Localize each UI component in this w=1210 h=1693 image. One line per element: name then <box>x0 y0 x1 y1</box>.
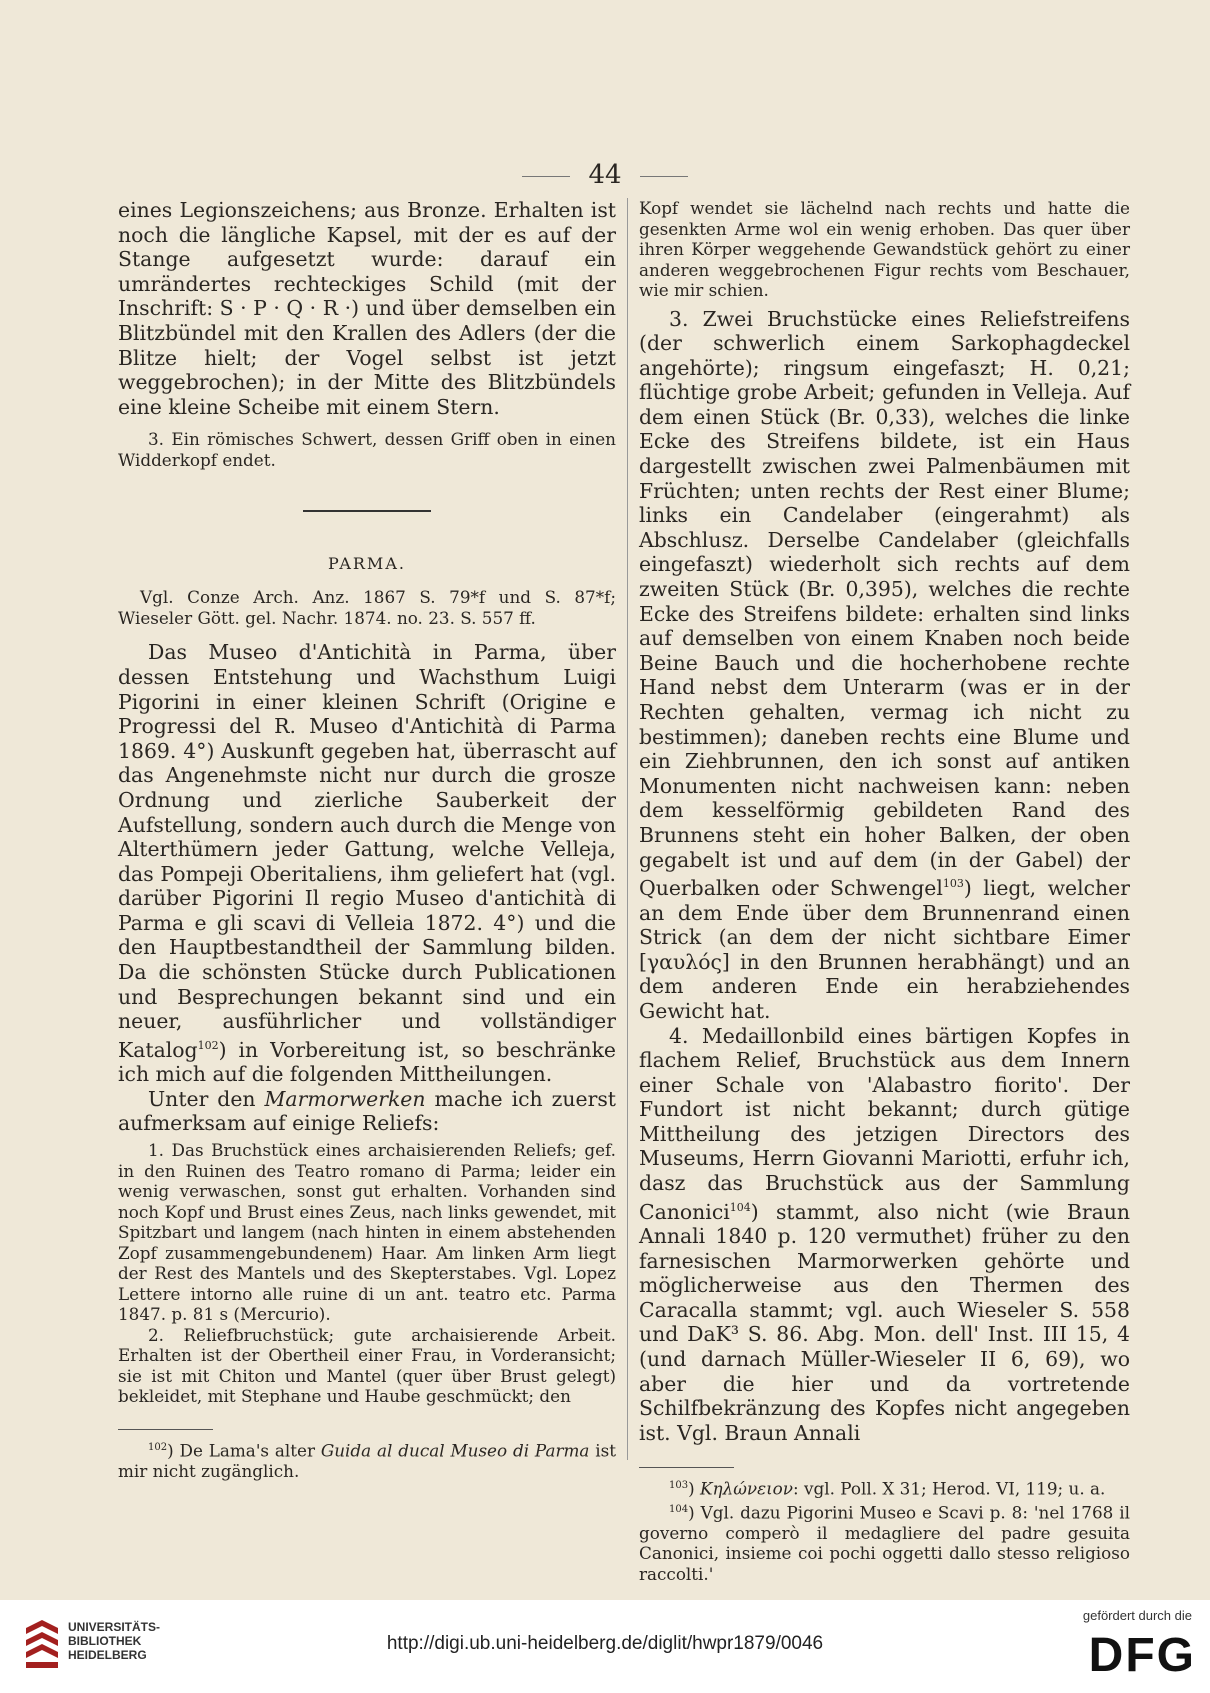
footnote-ref-103: 103 <box>942 877 964 891</box>
library-name: UNIVERSITÄTS- BIBLIOTHEK HEIDELBERG <box>68 1620 161 1662</box>
dfg-logo: DFG <box>1088 1629 1196 1682</box>
footnote-104: $^{104}$) Vgl. dazu Pigorini Museo e Scavi p. 8: 'nel 1768 il governo comperò il medagliere del padre gesuita Canonici, insieme coi pochi oggetti dallo stesso religioso raccolti.' <box>639 1502 1130 1584</box>
item-medallion-4: 4. Medaillonbild eines bärtigen Kopfes in flachem Relief, Bruchstück aus dem Innern einer Schale von 'Alabastro fiorito'. Der Fundort ist nicht bekannt; durch gütige Mittheilung des jetzigen Directors des Museums, Herrn Giovanni Mariotti, erfuhr ich, dasz das Bruchstück aus der Sammlung Canonici$^{104}$) stammt, also nicht (wie Braun Annali 1840 p. 120 vermuthet) früher zu den farnesischen Marmorwerken gehörte und möglicherweise aus den Thermen des Caracalla stammt; vgl. auch Wieseler S. 558 und DaK³ S. 86. Abg. Mon. dell' Inst. III 15, 4 (und darnach Müller-Wieseler II 6, 69), wo aber die hier und da vortretende Schilfbekränzung des Kopfes nicht angegeben ist. Vgl. Braun Annali <box>639 1023 1130 1445</box>
right-column <box>639 198 1130 1584</box>
footnote-102: $^{102}$) De Lama's alter Guida al ducal Museo di Parma ist mir nicht zugänglich. <box>118 1440 616 1481</box>
footnote-103: $^{103}$) Κηλώνειον: vgl. Poll. X 31; Herod. VI, 119; u. a. <box>669 1479 1106 1499</box>
footnote-rule <box>118 1429 213 1430</box>
section-divider <box>303 510 431 512</box>
column-divider <box>627 198 628 1460</box>
footnote-ref-102: 102 <box>197 1038 219 1052</box>
footer-bar <box>0 1600 1210 1693</box>
paragraph-continued: Kopf wendet sie lächelnd nach rechts und hatte die gesenkten Arme wol ein wenig erhoben. Das quer über ihren Körper weggehende Gewandstück gehört zu einer anderen weggebrochenen Figur rechts vom Beschauer, wie mir schien. <box>639 198 1130 300</box>
item-relief-1: 1. Das Bruchstück eines archaisierenden Reliefs; gef. in den Ruinen des Teatro romano di Parma; leider ein wenig verwaschen, sonst gut erhalten. Vorhanden sind noch Kopf und Brust eines Zeus, nach links gewendet, mit Spitzbart und langem (nach hinten in einem abstehenden Zopf zusammengebundenem) Haar. Am linken Arm liegt der Rest des Mantels und des Skepterstabes. Vgl. Lopez Lettere intorno alle ruine di un ant. teatro etc. Parma 1847. p. 81 s (Mercurio). <box>118 1140 616 1325</box>
footnote-ref-104: 104 <box>729 1200 751 1214</box>
funding-label: gefördert durch die <box>1082 1608 1192 1623</box>
references: Vgl. Conze Arch. Anz. 1867 S. 79*f und S. 87*f; Wieseler Gött. gel. Nachr. 1874. no. 23. S. 557 ff. <box>118 587 616 628</box>
item-relief-2: 2. Reliefbruchstück; gute archaisierende Arbeit. Erhalten ist der Obertheil einer Frau, in Vorderansicht; sie ist mit Chiton und Mantel (quer über Brust gelegt) bekleidet, mit Stephane und Haube geschmückt; den <box>118 1324 616 1407</box>
paragraph-marmorwerke: Unter den Marmorwerken mache ich zuerst aufmerksam auf einige Reliefs: <box>118 1086 616 1136</box>
paragraph-museo: Das Museo d'Antichità in Parma, über dessen Entstehung und Wachsthum Luigi Pigorini in einer kleinen Schrift (Origine e Progressi del R. Museo d'Antichità di Parma 1869. 4°) Auskunft gegeben hat, überrascht auf das Angenehmste nicht nur durch die grosze Ordnung und zierliche Sauberkeit der Aufstellung, sondern auch durch die Menge von Alterthümern jeder Gattung, welche Velleja, das Pompeji Oberitaliens, ihm geliefert hat (vgl. darüber Pigorini Il regio Museo d'antichità di Parma e gli scavi di Velleia 1872. 4°) und die den Hauptbestandtheil der Sammlung bilden. Da die schönsten Stücke durch Publicationen und Besprechungen bekannt sind und ein neuer, ausführlicher und vollständiger Katalog$^{102}$) in Vorbereitung ist, so beschränke ich mich auf die folgenden Mittheilungen. <box>118 640 616 1087</box>
page-number: 44 <box>0 160 1210 190</box>
permalink-url[interactable]: http://digi.ub.uni-heidelberg.de/diglit/hwpr1879/0046 <box>386 1633 824 1654</box>
section-heading: PARMA. <box>328 554 406 574</box>
item-sword: 3. Ein römisches Schwert, dessen Griff oben in einen Widderkopf endet. <box>118 429 616 470</box>
left-column <box>118 198 616 1481</box>
paragraph-intro: eines Legionszeichens; aus Bronze. Erhalten ist noch die längliche Kapsel, mit der es auf der Stange aufgesetzt wurde: darauf ein umrändertes rechteckiges Schild (mit der Inschrift: S · P · Q · R ·) und über demselben ein Blitzbündel mit den Krallen des Adlers (der die Blitze hielt; der Vogel selbst ist jetzt weggebrochen); in der Mitte des Blitzbündels eine kleine Scheibe mit einem Stern. <box>118 198 616 419</box>
item-relief-3: 3. Zwei Bruchstücke eines Reliefstreifens (der schwerlich einem Sarkophagdeckel angehörte); ringsum eingefaszt; H. 0,21; flüchtige grobe Arbeit; gefunden in Velleja. Auf dem einen Stück (Br. 0,33), welches die linke Ecke des Streifens bildete, ist ein Haus dargestellt zwischen zwei Palmenbäumen mit Früchten; unten rechts der Rest einer Blume; links ein Candelaber (eingerahmt) als Abschlusz. Derselbe Candelaber (gleichfalls eingefaszt) wiederholt sich rechts auf dem zweiten Stück (Br. 0,395), welches die rechte Ecke des Streifens bildete: erhalten sind links auf demselben von einem Knaben noch beide Beine Bauch und die hocherhobene rechte Hand nebst dem Unterarm (was er in der Rechten gehalten, vermag ich nicht zu bestimmen); daneben rechts eine Blume und ein Ziehbrunnen, den ich sonst auf antiken Monumenten nicht nachweisen kann: neben dem kesselförmig gebildeten Rand des Brunnens steht ein hoher Balken, der oben gegabelt ist und auf dem (in der Gabel) der Querbalken oder Schwengel$^{103}$) liegt, welcher an dem Ende über dem Brunnenrand einen Strick (an dem der nicht sichtbare Eimer [γαυλός] in den Brunnen herabhängt) und an dem anderen Ende ein herabziehendes Gewicht hat. <box>639 306 1131 1023</box>
footnote-rule <box>639 1467 734 1468</box>
